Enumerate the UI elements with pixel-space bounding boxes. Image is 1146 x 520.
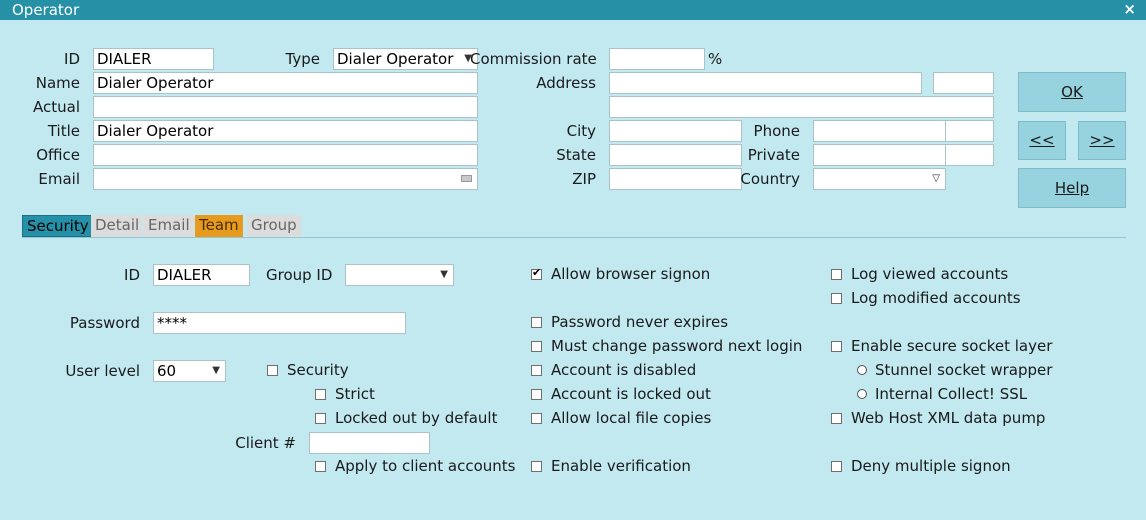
log-viewed-label: Log viewed accounts: [851, 265, 1009, 283]
xml-data-pump-checkbox[interactable]: [831, 413, 842, 424]
internal-ssl-radio[interactable]: [857, 389, 867, 399]
email-label: Email: [38, 170, 80, 188]
group-id-dropdown[interactable]: [345, 264, 454, 286]
chevron-down-icon: ▽: [932, 173, 940, 184]
type-label: Type: [285, 50, 320, 68]
must-change-password-checkbox[interactable]: [531, 341, 542, 352]
private-phone-field[interactable]: [813, 144, 946, 166]
address-line2-field[interactable]: [609, 96, 994, 118]
id-label: ID: [64, 50, 80, 68]
close-icon[interactable]: ×: [1123, 0, 1136, 18]
deny-multiple-signon-label: Deny multiple signon: [851, 457, 1011, 475]
previous-button[interactable]: <<: [1018, 121, 1066, 160]
security-id-label: ID: [124, 266, 140, 284]
browser-signon-label: Allow browser signon: [551, 265, 711, 283]
state-field[interactable]: [609, 144, 742, 166]
name-field[interactable]: Dialer Operator: [93, 72, 478, 94]
country-dropdown[interactable]: [813, 168, 946, 190]
enable-verification-label: Enable verification: [551, 457, 691, 475]
state-label: State: [556, 146, 596, 164]
commission-rate-label: Commission rate: [470, 50, 597, 68]
address-line1-field[interactable]: [609, 72, 922, 94]
private-label: Private: [747, 146, 800, 164]
zip-label: ZIP: [572, 170, 596, 188]
chevron-down-icon: ▼: [212, 365, 220, 376]
tab-security[interactable]: Security: [22, 215, 94, 237]
percent-label: %: [708, 50, 723, 68]
name-label: Name: [35, 74, 80, 92]
user-level-dropdown[interactable]: [153, 360, 226, 382]
type-dropdown[interactable]: [333, 48, 478, 70]
log-modified-checkbox[interactable]: [831, 293, 842, 304]
account-locked-label: Account is locked out: [551, 385, 711, 403]
strict-checkbox-label: Strict: [335, 385, 375, 403]
account-disabled-checkbox[interactable]: [531, 365, 542, 376]
client-number-label: Client #: [235, 434, 296, 452]
security-checkbox[interactable]: [267, 365, 278, 376]
title-label: Title: [47, 122, 80, 140]
password-never-expires-checkbox[interactable]: [531, 317, 542, 328]
office-field[interactable]: [93, 144, 478, 166]
password-never-expires-label: Password never expires: [551, 313, 729, 331]
group-id-label: Group ID: [266, 266, 333, 284]
internal-ssl-label: Internal Collect! SSL: [875, 385, 1028, 403]
password-label: Password: [69, 314, 140, 332]
zip-field[interactable]: [609, 168, 742, 190]
tab-email[interactable]: Email: [144, 215, 194, 237]
strict-checkbox[interactable]: [315, 389, 326, 400]
commission-rate-field[interactable]: [609, 48, 705, 70]
actual-label: Actual: [33, 98, 80, 116]
city-field[interactable]: [609, 120, 742, 142]
ok-button[interactable]: OK: [1018, 72, 1126, 112]
chevron-down-icon: ▼: [440, 269, 448, 280]
title-field[interactable]: Dialer Operator: [93, 120, 478, 142]
mail-icon[interactable]: [461, 175, 472, 182]
tab-group[interactable]: Group: [247, 215, 301, 237]
xml-data-pump-label: Web Host XML data pump: [851, 409, 1046, 427]
address-extra-field[interactable]: [933, 72, 994, 94]
operator-id-field[interactable]: DIALER: [93, 48, 214, 70]
tab-divider: [22, 237, 1126, 238]
tab-team[interactable]: Team: [195, 215, 243, 237]
country-label: Country: [740, 170, 800, 188]
ssl-checkbox[interactable]: [831, 341, 842, 352]
title-bar: [0, 0, 1146, 20]
type-value: Dialer Operator: [337, 50, 454, 68]
ssl-label: Enable secure socket layer: [851, 337, 1053, 355]
security-checkbox-label: Security: [287, 361, 349, 379]
stunnel-label: Stunnel socket wrapper: [875, 361, 1053, 379]
locked-out-default-checkbox[interactable]: [315, 413, 326, 424]
tab-detail[interactable]: Detail: [91, 215, 143, 237]
private-ext-field[interactable]: [945, 144, 994, 166]
account-disabled-label: Account is disabled: [551, 361, 697, 379]
city-label: City: [566, 122, 596, 140]
address-label: Address: [536, 74, 596, 92]
chevron-down-icon: ▼: [464, 53, 472, 64]
password-field[interactable]: ****: [153, 312, 406, 334]
local-file-copies-checkbox[interactable]: [531, 413, 542, 424]
email-field[interactable]: [93, 168, 478, 190]
log-modified-label: Log modified accounts: [851, 289, 1021, 307]
must-change-password-label: Must change password next login: [551, 337, 803, 355]
local-file-copies-label: Allow local file copies: [551, 409, 712, 427]
enable-verification-checkbox[interactable]: [531, 461, 542, 472]
security-id-field[interactable]: DIALER: [153, 264, 250, 286]
phone-field[interactable]: [813, 120, 946, 142]
browser-signon-checkbox[interactable]: [531, 269, 542, 280]
actual-field[interactable]: [93, 96, 478, 118]
client-number-field[interactable]: [309, 432, 430, 454]
stunnel-radio[interactable]: [857, 365, 867, 375]
phone-label: Phone: [753, 122, 800, 140]
user-level-label: User level: [65, 362, 140, 380]
account-locked-checkbox[interactable]: [531, 389, 542, 400]
office-label: Office: [36, 146, 80, 164]
locked-out-default-label: Locked out by default: [335, 409, 498, 427]
phone-ext-field[interactable]: [945, 120, 994, 142]
deny-multiple-signon-checkbox[interactable]: [831, 461, 842, 472]
apply-client-label: Apply to client accounts: [335, 457, 516, 475]
apply-client-checkbox[interactable]: [315, 461, 326, 472]
log-viewed-checkbox[interactable]: [831, 269, 842, 280]
help-button[interactable]: Help: [1018, 168, 1126, 208]
user-level-value: 60: [157, 362, 177, 380]
next-button[interactable]: >>: [1078, 121, 1126, 160]
window-title: Operator: [12, 1, 80, 19]
